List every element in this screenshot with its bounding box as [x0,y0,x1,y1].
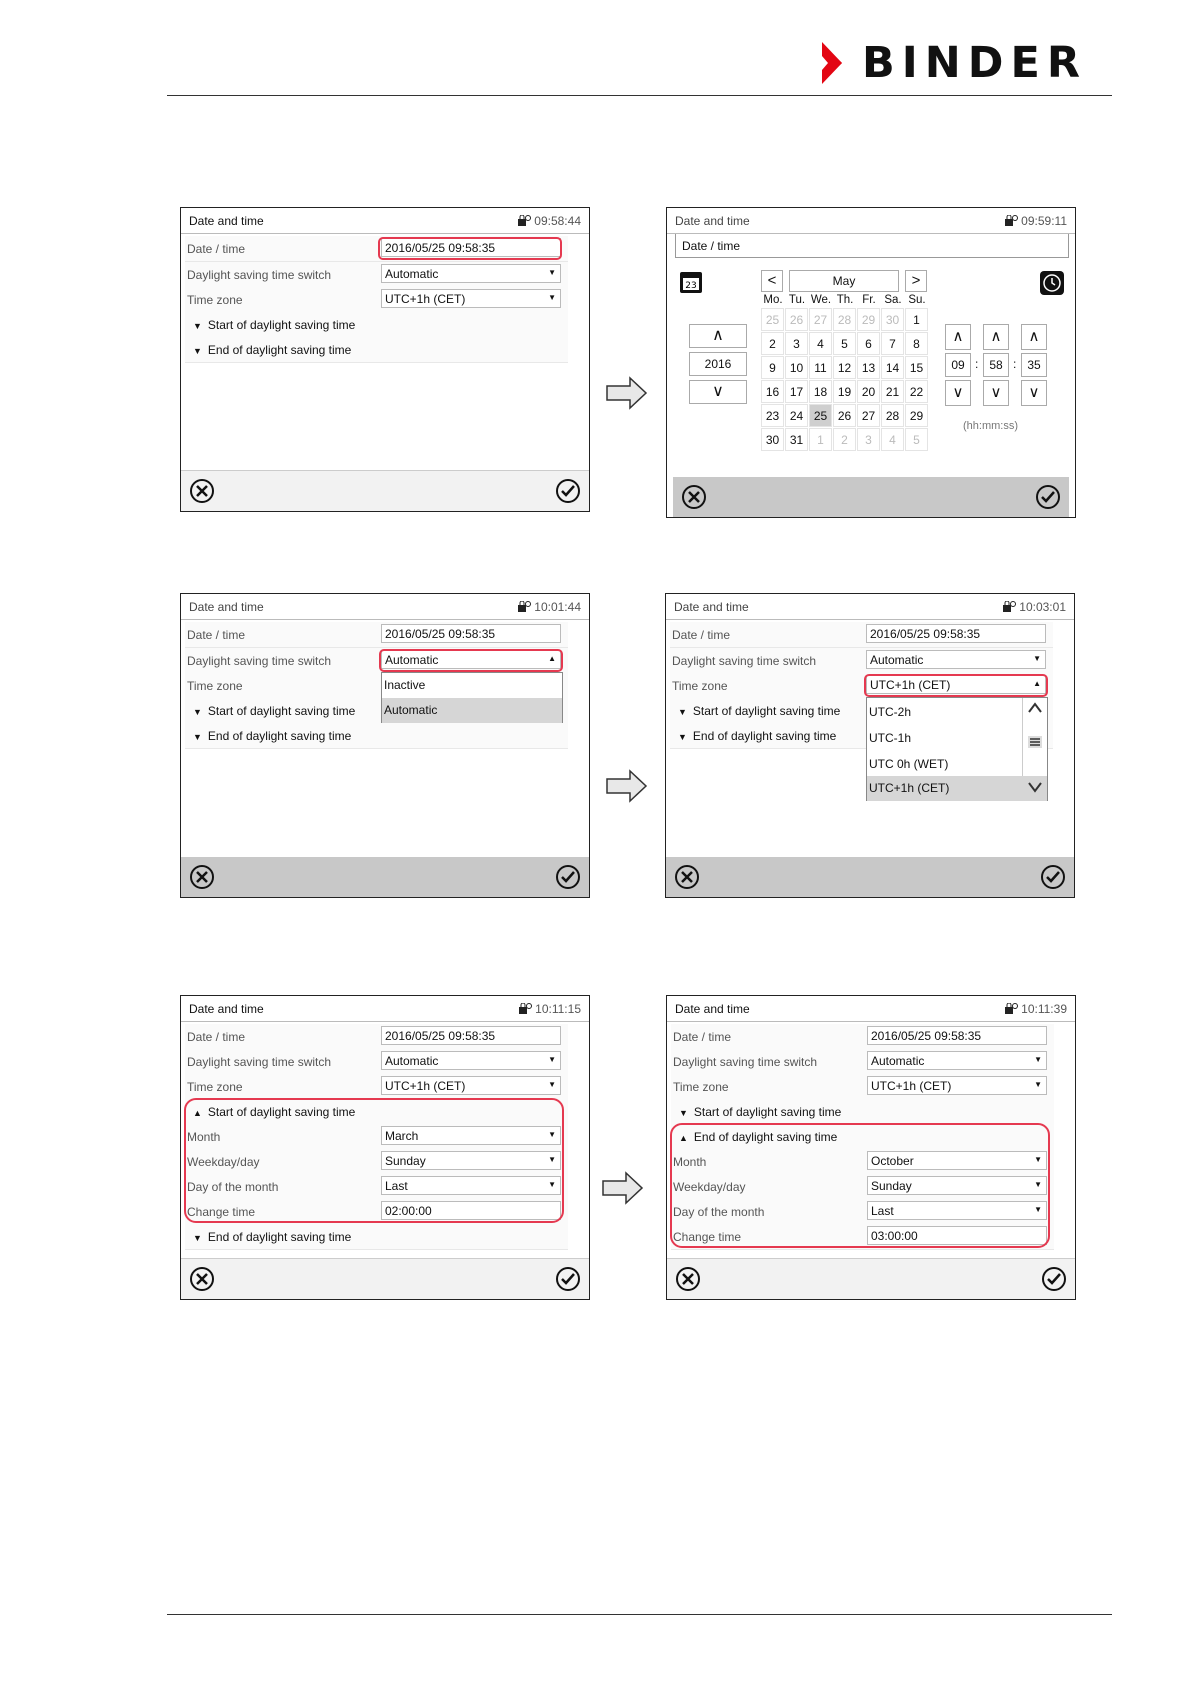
svg-text:23: 23 [685,281,697,291]
collapse-icon: ▲ [193,1108,202,1118]
calendar-day[interactable]: 8 [905,332,928,355]
calendar-day[interactable]: 22 [905,380,928,403]
row-label: Time zone [673,1080,729,1094]
row-label: Daylight saving time switch [672,654,817,668]
screen-footer [181,857,589,897]
clock-time: 10:11:39 [1021,1001,1067,1016]
row-label: Weekday/day [187,1155,260,1169]
confirm-icon[interactable] [1035,484,1061,510]
dropdown-arrow-icon: ▼ [548,1080,556,1089]
expand-icon: ▼ [679,1108,688,1118]
hours-value[interactable]: 09 [945,353,971,377]
row-label: Date / time [187,1030,246,1044]
seconds-value[interactable]: 35 [1021,353,1047,377]
dropdown-arrow-icon: ▼ [1034,1155,1042,1164]
calendar-day[interactable]: 3 [857,428,880,451]
highlight-frame [670,1123,1050,1248]
dropdown-arrow-icon: ▼ [548,268,556,277]
row-time-zone[interactable] [671,1074,1054,1100]
row-label: End of daylight saving time [207,729,352,743]
header-rule [167,95,1112,96]
row-label: Date / time [187,628,246,642]
confirm-icon[interactable] [555,864,581,890]
group-end-dst[interactable] [185,337,568,363]
next-step-arrow-icon [606,376,648,410]
screen-footer [181,470,589,511]
confirm-icon[interactable] [1040,864,1066,890]
row-label: End of daylight saving time [693,1130,838,1144]
date-time-field[interactable]: 2016/05/25 09:58:35 [381,624,561,643]
calendar-day[interactable]: 28 [833,308,856,331]
weekday-header: Su. [908,294,926,306]
dropdown-arrow-icon: ▼ [1033,654,1041,663]
row-label: Date / time [187,242,246,256]
row-dst-switch[interactable] [185,262,568,288]
footer-rule [167,1614,1112,1615]
screen-header [181,208,589,234]
scroll-handle-icon[interactable] [1028,736,1042,748]
calendar-day[interactable]: 25 [809,404,832,427]
screen-header [181,594,589,620]
start-weekday-select[interactable]: Sunday ▼ [381,1151,561,1170]
screen-footer [667,1258,1075,1299]
next-step-arrow-icon [606,769,648,803]
calendar-day[interactable]: 24 [785,404,808,427]
dst-switch-select[interactable]: Automatic ▲ [381,650,561,669]
dropdown-arrow-icon: ▼ [1034,1180,1042,1189]
screen-header [666,594,1074,620]
group-start-dst[interactable] [185,312,568,338]
screen-dst-switch-dropdown [180,593,590,898]
dst-switch-select[interactable]: Automatic ▼ [866,650,1046,669]
clock-time: 09:59:11 [1021,213,1067,228]
row-label: Time zone [672,679,728,693]
clock-lock-icon [519,1003,532,1015]
row-label: Start of daylight saving time [207,704,356,718]
expand-icon: ▼ [193,732,202,742]
clock-lock-icon [1005,215,1018,227]
minutes-value[interactable]: 58 [983,353,1009,377]
date-time-field[interactable]: 2016/05/25 09:58:35 [866,624,1046,643]
calendar-day[interactable]: 21 [881,380,904,403]
row-date-time[interactable] [185,1024,568,1050]
screen-footer [181,1258,589,1299]
row-label: Time zone [187,293,243,307]
scroll-up-icon[interactable] [1027,701,1043,715]
row-label: Daylight saving time switch [187,1055,332,1069]
dropdown-arrow-icon: ▼ [1034,1055,1042,1064]
calendar-day[interactable]: 26 [833,404,856,427]
row-label: Start of daylight saving time [207,318,356,332]
calendar-day[interactable]: 12 [833,356,856,379]
option-utc-minus-1h[interactable]: UTC-1h [869,731,912,745]
date-time-field[interactable]: 2016/05/25 09:58:35 [381,238,561,257]
cancel-icon[interactable] [189,478,215,504]
row-dst-switch[interactable] [670,648,1053,674]
highlight-frame [864,674,1048,697]
option-inactive[interactable]: Inactive [384,678,426,692]
row-label: Month [187,1130,221,1144]
screen-title: Date and time [674,599,749,614]
clock-time: 09:58:44 [534,213,581,228]
screen-title: Date and time [189,213,264,228]
year-value[interactable]: 2016 [689,352,747,376]
cancel-icon[interactable] [189,1266,215,1292]
row-date-time[interactable] [671,1024,1054,1050]
calendar-day[interactable]: 5 [833,332,856,355]
screen-time-zone-dropdown [665,593,1075,898]
cancel-icon[interactable] [189,864,215,890]
end-day-of-month-select[interactable]: Last ▼ [867,1201,1047,1220]
calendar-day[interactable]: 9 [761,356,784,379]
calendar-day[interactable]: 20 [857,380,880,403]
clock-time: 10:11:15 [535,1001,581,1016]
calendar-day[interactable]: 4 [881,428,904,451]
weekday-header: Sa. [884,294,902,306]
time-zone-select[interactable]: UTC+1h (CET) ▼ [381,1076,561,1095]
start-day-of-month-select[interactable]: Last ▼ [381,1176,561,1195]
second-down-button[interactable]: ∨ [1021,380,1047,406]
calendar-day[interactable]: 30 [881,308,904,331]
calendar-day[interactable]: 27 [809,308,832,331]
option-utc-minus-2h[interactable]: UTC-2h [869,705,912,719]
calendar-day[interactable]: 10 [785,356,808,379]
minute-up-button[interactable]: ∧ [983,324,1009,350]
option-utc-0h-wet[interactable]: UTC 0h (WET) [869,757,949,771]
row-label: End of daylight saving time [692,729,837,743]
month-label: May [789,270,899,292]
row-label: Daylight saving time switch [187,654,332,668]
calendar-day[interactable]: 30 [761,428,784,451]
row-time-zone[interactable] [185,287,568,313]
cancel-icon[interactable] [681,484,707,510]
dst-switch-options [381,672,563,723]
date-time-field[interactable]: 2016/05/25 09:58:35 [381,1026,561,1045]
screen-date-time-overview [180,207,590,512]
dst-switch-select[interactable]: Automatic ▼ [381,1051,561,1070]
dst-switch-select[interactable]: Automatic ▼ [381,264,561,283]
expand-icon: ▼ [193,707,202,717]
start-month-select[interactable]: March ▼ [381,1126,561,1145]
calendar-day[interactable]: 31 [785,428,808,451]
screen-title: Date and time [675,213,750,228]
option-automatic[interactable]: Automatic [382,698,562,723]
year-down-button[interactable]: ∨ [689,380,747,404]
row-dst-switch[interactable] [671,1049,1054,1075]
screen-start-dst-settings [180,995,590,1300]
row-label: End of daylight saving time [207,1230,352,1244]
hour-up-button[interactable]: ∧ [945,324,971,350]
row-dst-switch[interactable] [185,1049,568,1075]
row-label: Month [673,1155,707,1169]
screen-footer [673,477,1069,517]
end-change-time-field[interactable]: 03:00:00 [867,1226,1047,1245]
cancel-icon[interactable] [674,864,700,890]
weekday-header: Mo. [763,294,783,306]
calendar-day[interactable]: 2 [761,332,784,355]
clock-lock-icon [1003,601,1016,613]
calendar-day[interactable]: 2 [833,428,856,451]
row-label: Change time [673,1230,742,1244]
scroll-down-icon[interactable] [1027,780,1043,794]
calendar-day[interactable]: 1 [905,308,928,331]
time-zone-select[interactable]: UTC+1h (CET) ▼ [867,1076,1047,1095]
calendar-day[interactable]: 16 [761,380,784,403]
calendar-day[interactable]: 4 [809,332,832,355]
calendar-day[interactable]: 14 [881,356,904,379]
calendar-day[interactable]: 15 [905,356,928,379]
time-format-hint: (hh:mm:ss) [963,420,1018,432]
row-date-time[interactable] [670,622,1053,648]
calendar-day[interactable]: 3 [785,332,808,355]
dropdown-arrow-icon: ▼ [548,293,556,302]
row-date-time[interactable] [185,622,568,648]
calendar-day[interactable]: 11 [809,356,832,379]
calendar-day[interactable]: 19 [833,380,856,403]
calendar-day[interactable]: 25 [761,308,784,331]
dst-switch-select[interactable]: Automatic ▼ [867,1051,1047,1070]
brand-name: BINDER [862,38,1087,88]
row-label: Date / time [672,628,731,642]
binder-logo [820,38,1087,88]
option-utc-plus-1h-cet[interactable]: UTC+1h (CET) [867,776,1047,801]
screen-header [181,996,589,1022]
highlight-frame [184,1098,564,1223]
group-end-dst[interactable] [185,1224,568,1250]
group-start-dst[interactable] [671,1099,1054,1125]
weekday-header: Fr. [862,294,876,306]
clock-time: 10:03:01 [1019,599,1066,614]
weekday-header: Tu. [788,294,806,306]
end-weekday-select[interactable]: Sunday ▼ [867,1176,1047,1195]
weekday-header: Th. [836,294,854,306]
dropdown-arrow-icon: ▼ [548,1055,556,1064]
calendar-icon[interactable] [679,270,703,294]
clock-lock-icon [1005,1003,1018,1015]
row-label: Day of the month [187,1180,279,1194]
calendar-day[interactable]: 17 [785,380,808,403]
screen-end-dst-settings [666,995,1076,1300]
calendar-day[interactable]: 29 [905,404,928,427]
calendar-day[interactable]: 5 [905,428,928,451]
expand-icon: ▼ [678,707,687,717]
time-zone-select[interactable]: UTC+1h (CET) ▼ [381,289,561,308]
screen-title: Date and time [189,1001,264,1016]
next-month-button[interactable]: > [905,270,927,292]
calendar-day[interactable]: 13 [857,356,880,379]
group-end-dst[interactable] [185,723,568,749]
highlight-frame [379,649,563,672]
confirm-icon[interactable] [1041,1266,1067,1292]
date-time-field[interactable]: 2016/05/25 09:58:35 [867,1026,1047,1045]
expand-icon: ▼ [193,1233,202,1243]
calendar-day[interactable]: 7 [881,332,904,355]
screen-header [667,208,1075,234]
year-up-button[interactable]: ∧ [689,324,747,348]
weekday-header: We. [810,294,832,306]
row-label: Time zone [187,1080,243,1094]
dropdown-arrow-icon: ▼ [1034,1080,1042,1089]
row-label: Change time [187,1205,256,1219]
row-label: Daylight saving time switch [673,1055,818,1069]
dialog-title: Date / time [675,234,1069,258]
cancel-icon[interactable] [675,1266,701,1292]
collapse-icon: ▲ [679,1133,688,1143]
screen-footer [666,857,1074,897]
calendar-day[interactable]: 26 [785,308,808,331]
calendar-day[interactable]: 18 [809,380,832,403]
hour-down-button[interactable]: ∨ [945,380,971,406]
expand-icon: ▼ [193,321,202,331]
dropdown-up-arrow-icon: ▲ [1033,679,1041,688]
dropdown-up-arrow-icon: ▲ [548,654,556,663]
calendar-day[interactable]: 1 [809,428,832,451]
end-month-select[interactable]: October ▼ [867,1151,1047,1170]
confirm-icon[interactable] [555,478,581,504]
row-label: Start of daylight saving time [693,1105,842,1119]
calendar-day[interactable]: 29 [857,308,880,331]
clock-time: 10:01:44 [534,599,581,614]
row-label: Weekday/day [673,1180,746,1194]
row-label: End of daylight saving time [207,343,352,357]
calendar-day[interactable]: 6 [857,332,880,355]
next-step-arrow-icon [602,1171,644,1205]
confirm-icon[interactable] [555,1266,581,1292]
dropdown-arrow-icon: ▼ [1034,1205,1042,1214]
time-zone-options [866,697,1048,801]
dropdown-arrow-icon: ▼ [548,1180,556,1189]
screen-title: Date and time [189,599,264,614]
row-label: Start of daylight saving time [692,704,841,718]
screen-date-time-picker: Date and time 09:59:11 Date / time 23 ∧ 2016 ∨ < May > Mo. Tu. We. Th. Fr. Sa. Su. 25 26 27 28 29 30 1 2 3 4 5 6 7 8 9 10 11 12 13 14 15 16 17 18 19 20 21 22 23 24 25 26 27 28 29 30 31 1 2 3 4 5 ∧ ∧ ∧ 09 : 58 : 35 ∨ ∨ ∨ (hh:mm:ss) [666,207,1076,518]
time-zone-select[interactable]: UTC+1h (CET) ▲ [866,675,1046,694]
clock-icon[interactable] [1039,270,1065,296]
binder-logo-icon [820,42,854,84]
screen-title: Date and time [675,1001,750,1016]
calendar-day[interactable]: 28 [881,404,904,427]
row-label: Start of daylight saving time [207,1105,356,1119]
row-label: Time zone [187,679,243,693]
previous-month-button[interactable]: < [761,270,783,292]
calendar-day[interactable]: 27 [857,404,880,427]
expand-icon: ▼ [193,346,202,356]
row-time-zone[interactable] [185,1074,568,1100]
dropdown-arrow-icon: ▼ [548,1155,556,1164]
dropdown-arrow-icon: ▼ [548,1130,556,1139]
calendar-day[interactable]: 23 [761,404,784,427]
row-label: Date / time [673,1030,732,1044]
row-label: Day of the month [673,1205,765,1219]
second-up-button[interactable]: ∧ [1021,324,1047,350]
highlight-frame [378,237,562,260]
clock-lock-icon [518,601,531,613]
clock-lock-icon [518,215,531,227]
start-change-time-field[interactable]: 02:00:00 [381,1201,561,1220]
expand-icon: ▼ [678,732,687,742]
dropdown-scrollbar[interactable] [1022,698,1047,776]
minute-down-button[interactable]: ∨ [983,380,1009,406]
row-label: Daylight saving time switch [187,268,332,282]
screen-header [667,996,1075,1022]
